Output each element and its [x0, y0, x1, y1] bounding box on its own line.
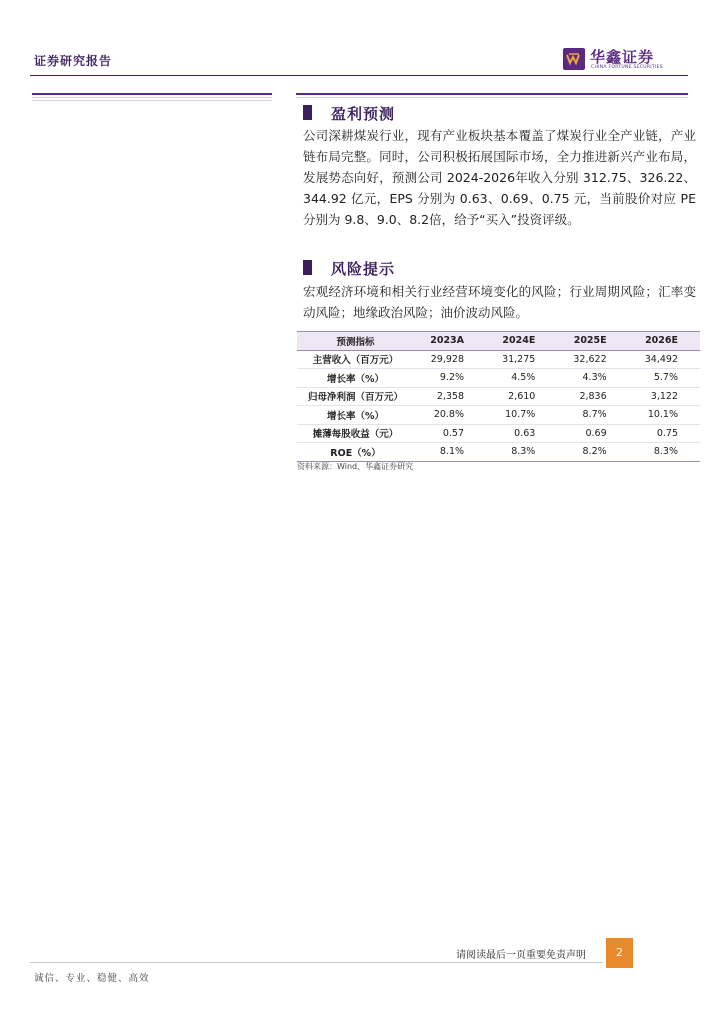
table-cell: 0.75 — [629, 424, 700, 443]
footer-divider — [30, 962, 603, 963]
table-cell: 10.1% — [629, 406, 700, 425]
table-cell: 10.7% — [486, 406, 557, 425]
table-cell: 4.3% — [557, 369, 628, 388]
disclaimer-link[interactable]: 请阅读最后一页重要免责声明 — [456, 950, 586, 961]
table-cell: 31,275 — [486, 350, 557, 369]
logo-name: 华鑫证券 — [590, 48, 655, 66]
left-column-bar-thin — [32, 97, 272, 98]
logo-mark-icon — [563, 48, 585, 70]
left-column-bar-thin — [32, 100, 272, 101]
table-cell: 32,622 — [557, 350, 628, 369]
table-cell: 0.69 — [557, 424, 628, 443]
table-cell: 0.57 — [414, 424, 486, 443]
table-cell: 29,928 — [414, 350, 486, 369]
table-cell: 9.2% — [414, 369, 486, 388]
table-header-cell: 预测指标 — [297, 332, 414, 351]
row-label: 归母净利润（百万元） — [297, 387, 414, 406]
table-row — [297, 369, 700, 388]
table-row — [297, 424, 700, 443]
right-column-bar-thin — [296, 97, 688, 98]
header-divider — [30, 75, 688, 76]
table-source-note: 资料来源：Wind、华鑫证券研究 — [297, 462, 414, 471]
table-cell: 3,122 — [629, 387, 700, 406]
table-header-cell: 2026E — [629, 332, 700, 351]
row-label: 增长率（%） — [297, 406, 414, 425]
section-marker-icon — [303, 260, 312, 275]
page-number-badge: 2 — [606, 938, 633, 968]
table-cell: 5.7% — [629, 369, 700, 388]
section-marker-icon — [303, 105, 312, 120]
table-header-row — [297, 332, 700, 351]
row-label: 摊薄每股收益（元） — [297, 424, 414, 443]
logo-subtitle: CHINA FORTUNE SECURITIES — [591, 65, 663, 70]
table-header-cell: 2025E — [557, 332, 628, 351]
right-column-bar — [296, 93, 688, 95]
table-header-cell: 2023A — [414, 332, 486, 351]
report-type-label: 证券研究报告 — [34, 54, 113, 68]
table-cell: 2,610 — [486, 387, 557, 406]
row-label: 主营收入（百万元） — [297, 350, 414, 369]
footer-motto: 诚信、专业、稳健、高效 — [34, 973, 150, 984]
table-header-cell: 2024E — [486, 332, 557, 351]
table-cell: 0.63 — [486, 424, 557, 443]
table-cell: 8.7% — [557, 406, 628, 425]
table-cell: 2,358 — [414, 387, 486, 406]
table-row — [297, 350, 700, 369]
table-cell: 8.1% — [414, 443, 486, 462]
table-cell: 4.5% — [486, 369, 557, 388]
table-row — [297, 443, 700, 462]
table-row — [297, 387, 700, 406]
forecast-table — [297, 331, 700, 462]
section-title: 盈利预测 — [331, 105, 396, 123]
left-column-bar — [32, 93, 272, 95]
row-label: ROE（%） — [297, 443, 414, 462]
table-row — [297, 406, 700, 425]
row-label: 增长率（%） — [297, 369, 414, 388]
table-cell: 8.2% — [557, 443, 628, 462]
risk-paragraph: 宏观经济环境和相关行业经营环境变化的风险；行业周期风险；汇率变动风险；地缘政治风险；油价波动风险。 — [303, 284, 696, 320]
section-title: 风险提示 — [331, 260, 396, 278]
table-cell: 20.8% — [414, 406, 486, 425]
profit-forecast-paragraph: 公司深耕煤炭行业，现有产业板块基本覆盖了煤炭行业全产业链，产业链布局完整。同时，公司积极拓展国际市场，全力推进新兴产业布局，发展势态向好，预测公司 2024-2026年收入分别 312.75、326.22、344.92 亿元，EPS 分别为 0.63、0.69、0.75 元，当前股价对应 PE 分别为 9.8、9.0、8.2倍，给予“买入”投资评级。 — [303, 128, 696, 227]
table-cell: 2,836 — [557, 387, 628, 406]
table-cell: 8.3% — [629, 443, 700, 462]
table-cell: 8.3% — [486, 443, 557, 462]
table-cell: 34,492 — [629, 350, 700, 369]
company-logo — [563, 46, 673, 76]
